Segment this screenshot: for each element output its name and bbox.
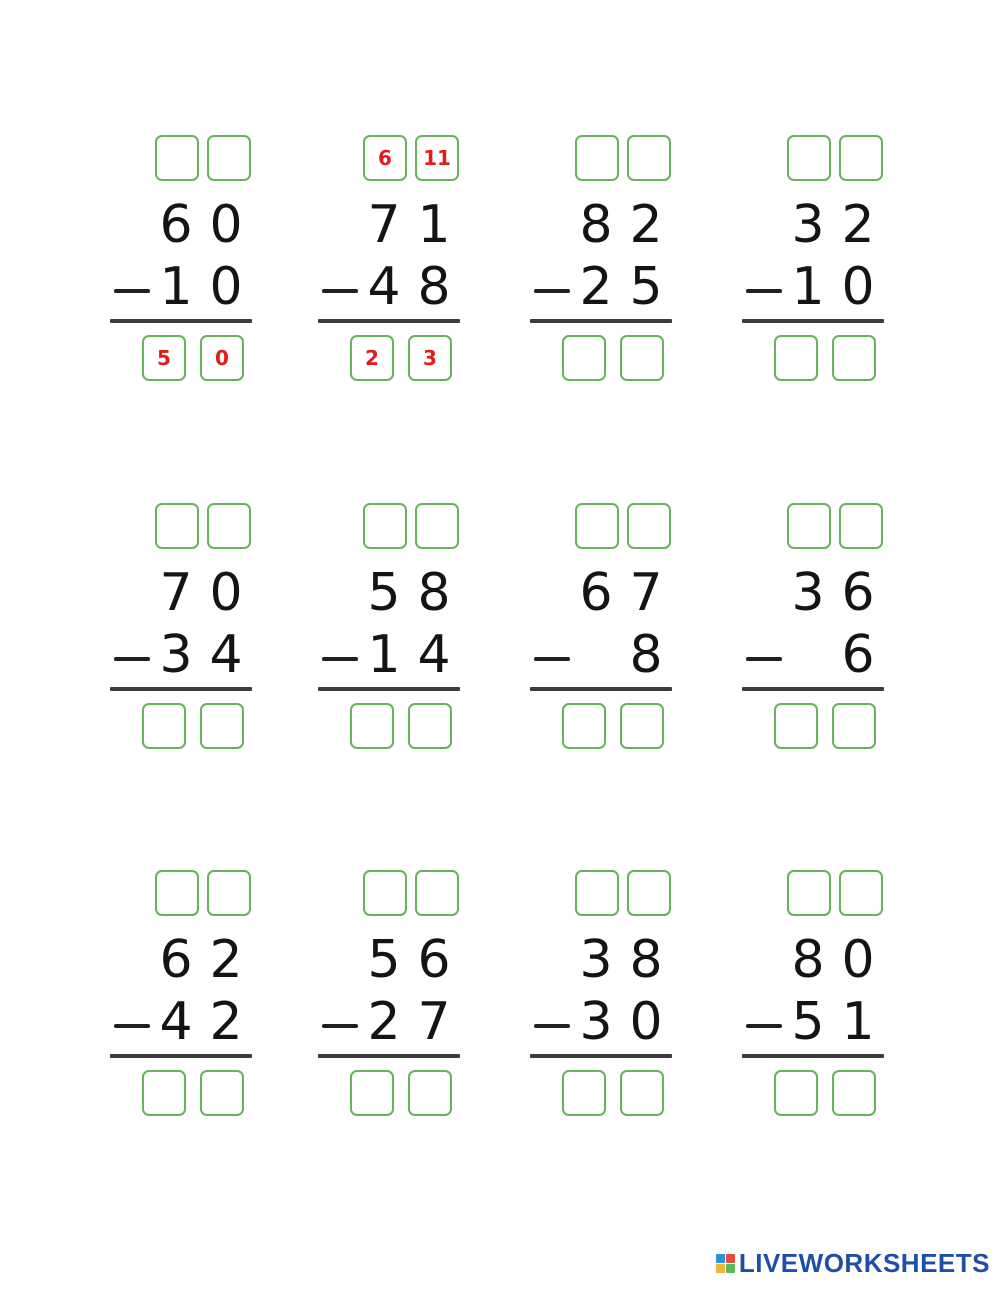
- answer-line: [318, 687, 460, 691]
- subtrahend-tens-digit: 3: [159, 625, 193, 685]
- answer-tens-box[interactable]: 2: [350, 335, 394, 381]
- answer-ones-box[interactable]: [832, 1070, 876, 1116]
- answer-ones-box[interactable]: 0: [200, 335, 244, 381]
- subtrahend-ones-digit: 7: [417, 992, 451, 1052]
- minuend-tens-digit: 3: [791, 563, 825, 623]
- regroup-ones-box[interactable]: [627, 135, 671, 181]
- subtrahend-tens-digit: 1: [159, 257, 193, 317]
- regroup-ones-box[interactable]: [839, 503, 883, 549]
- subtrahend-ones-digit: 5: [629, 257, 663, 317]
- subtrahend-tens-digit: 1: [367, 625, 401, 685]
- regroup-tens-box[interactable]: [155, 135, 199, 181]
- subtraction-problem: [110, 870, 310, 1150]
- subtraction-problem: [742, 135, 942, 415]
- minuend-tens-digit: 7: [159, 563, 193, 623]
- answer-ones-box[interactable]: 3: [408, 335, 452, 381]
- minus-sign: [322, 657, 358, 661]
- subtraction-problem: [742, 870, 942, 1150]
- answer-line: [110, 1054, 252, 1058]
- regroup-tens-box[interactable]: [787, 503, 831, 549]
- answer-ones-box[interactable]: [200, 1070, 244, 1116]
- minus-sign: [322, 1024, 358, 1028]
- minuend-tens-digit: 8: [579, 195, 613, 255]
- answer-ones-box[interactable]: [620, 703, 664, 749]
- answer-ones-box[interactable]: [620, 335, 664, 381]
- brand: [716, 1248, 990, 1279]
- regroup-ones-box[interactable]: [207, 870, 251, 916]
- regroup-ones-box[interactable]: [839, 870, 883, 916]
- minus-sign: [746, 1024, 782, 1028]
- regroup-tens-box[interactable]: [787, 135, 831, 181]
- minuend-tens-digit: 5: [367, 930, 401, 990]
- answer-line: [530, 687, 672, 691]
- subtrahend-ones-digit: 0: [841, 257, 875, 317]
- minus-sign: [534, 289, 570, 293]
- subtrahend-tens-digit: 2: [579, 257, 613, 317]
- subtrahend-ones-digit: 4: [209, 625, 243, 685]
- regroup-ones-box[interactable]: [627, 503, 671, 549]
- minuend-tens-digit: 8: [791, 930, 825, 990]
- minuend-tens-digit: 5: [367, 563, 401, 623]
- subtrahend-tens-digit: 1: [791, 257, 825, 317]
- subtrahend-ones-digit: 1: [841, 992, 875, 1052]
- minus-sign: [114, 657, 150, 661]
- answer-ones-box[interactable]: [408, 1070, 452, 1116]
- minuend-ones-digit: 0: [209, 195, 243, 255]
- answer-ones-box[interactable]: [200, 703, 244, 749]
- regroup-tens-box[interactable]: [155, 870, 199, 916]
- answer-tens-box[interactable]: [774, 335, 818, 381]
- answer-ones-box[interactable]: [832, 335, 876, 381]
- answer-line: [530, 319, 672, 323]
- subtrahend-tens-digit: 5: [791, 992, 825, 1052]
- regroup-tens-box[interactable]: [575, 870, 619, 916]
- regroup-tens-box[interactable]: [787, 870, 831, 916]
- minuend-tens-digit: 7: [367, 195, 401, 255]
- subtraction-problem: [742, 503, 942, 783]
- subtrahend-ones-digit: 4: [417, 625, 451, 685]
- answer-line: [318, 319, 460, 323]
- minuend-ones-digit: 7: [629, 563, 663, 623]
- answer-tens-box[interactable]: [774, 703, 818, 749]
- answer-tens-box[interactable]: [142, 703, 186, 749]
- answer-ones-box[interactable]: [620, 1070, 664, 1116]
- answer-tens-box[interactable]: 5: [142, 335, 186, 381]
- subtraction-problem: [318, 870, 518, 1150]
- regroup-tens-box[interactable]: 6: [363, 135, 407, 181]
- minuend-ones-digit: 6: [841, 563, 875, 623]
- answer-line: [742, 1054, 884, 1058]
- regroup-ones-box[interactable]: 11: [415, 135, 459, 181]
- answer-tens-box[interactable]: [350, 1070, 394, 1116]
- subtrahend-tens-digit: 2: [367, 992, 401, 1052]
- answer-tens-box[interactable]: [142, 1070, 186, 1116]
- regroup-tens-box[interactable]: [155, 503, 199, 549]
- regroup-tens-box[interactable]: [575, 503, 619, 549]
- minuend-ones-digit: 2: [629, 195, 663, 255]
- minus-sign: [534, 1024, 570, 1028]
- subtraction-problem: [318, 135, 518, 415]
- minuend-ones-digit: 2: [209, 930, 243, 990]
- subtrahend-ones-digit: 0: [209, 257, 243, 317]
- subtrahend-ones-digit: 0: [629, 992, 663, 1052]
- answer-ones-box[interactable]: [408, 703, 452, 749]
- minuend-tens-digit: 3: [579, 930, 613, 990]
- regroup-ones-box[interactable]: [839, 135, 883, 181]
- subtraction-problem: [530, 135, 730, 415]
- subtrahend-ones-digit: 6: [841, 625, 875, 685]
- subtraction-problem: [110, 503, 310, 783]
- answer-tens-box[interactable]: [562, 703, 606, 749]
- regroup-tens-box[interactable]: [575, 135, 619, 181]
- minus-sign: [114, 289, 150, 293]
- subtrahend-ones-digit: 8: [417, 257, 451, 317]
- subtrahend-ones-digit: 2: [209, 992, 243, 1052]
- minus-sign: [746, 657, 782, 661]
- minuend-ones-digit: 1: [417, 195, 451, 255]
- answer-line: [110, 687, 252, 691]
- minuend-tens-digit: 3: [791, 195, 825, 255]
- minuend-ones-digit: 6: [417, 930, 451, 990]
- minuend-ones-digit: 2: [841, 195, 875, 255]
- minus-sign: [114, 1024, 150, 1028]
- minus-sign: [534, 657, 570, 661]
- subtraction-problem: [110, 135, 310, 415]
- minuend-ones-digit: 8: [417, 563, 451, 623]
- minus-sign: [322, 289, 358, 293]
- regroup-ones-box[interactable]: [207, 135, 251, 181]
- minuend-tens-digit: 6: [159, 930, 193, 990]
- subtrahend-tens-digit: 3: [579, 992, 613, 1052]
- subtrahend-tens-digit: 4: [159, 992, 193, 1052]
- regroup-tens-box[interactable]: [363, 503, 407, 549]
- answer-tens-box[interactable]: [774, 1070, 818, 1116]
- answer-line: [530, 1054, 672, 1058]
- regroup-ones-box[interactable]: [207, 503, 251, 549]
- subtrahend-tens-digit: 4: [367, 257, 401, 317]
- subtraction-problem: [318, 503, 518, 783]
- answer-tens-box[interactable]: [562, 1070, 606, 1116]
- minuend-ones-digit: 8: [629, 930, 663, 990]
- regroup-tens-box[interactable]: [363, 870, 407, 916]
- answer-line: [742, 319, 884, 323]
- subtraction-problem: [530, 503, 730, 783]
- answer-ones-box[interactable]: [832, 703, 876, 749]
- minuend-tens-digit: 6: [159, 195, 193, 255]
- liveworksheets-logo-icon: [716, 1254, 735, 1273]
- minuend-ones-digit: 0: [841, 930, 875, 990]
- brand-name: LIVEWORKSHEETS: [738, 1248, 990, 1278]
- minuend-tens-digit: 6: [579, 563, 613, 623]
- answer-line: [110, 319, 252, 323]
- regroup-ones-box[interactable]: [415, 503, 459, 549]
- regroup-ones-box[interactable]: [415, 870, 459, 916]
- subtraction-problem: [530, 870, 730, 1150]
- minus-sign: [746, 289, 782, 293]
- minuend-ones-digit: 0: [209, 563, 243, 623]
- regroup-ones-box[interactable]: [627, 870, 671, 916]
- answer-line: [742, 687, 884, 691]
- subtrahend-ones-digit: 8: [629, 625, 663, 685]
- answer-tens-box[interactable]: [562, 335, 606, 381]
- answer-line: [318, 1054, 460, 1058]
- answer-tens-box[interactable]: [350, 703, 394, 749]
